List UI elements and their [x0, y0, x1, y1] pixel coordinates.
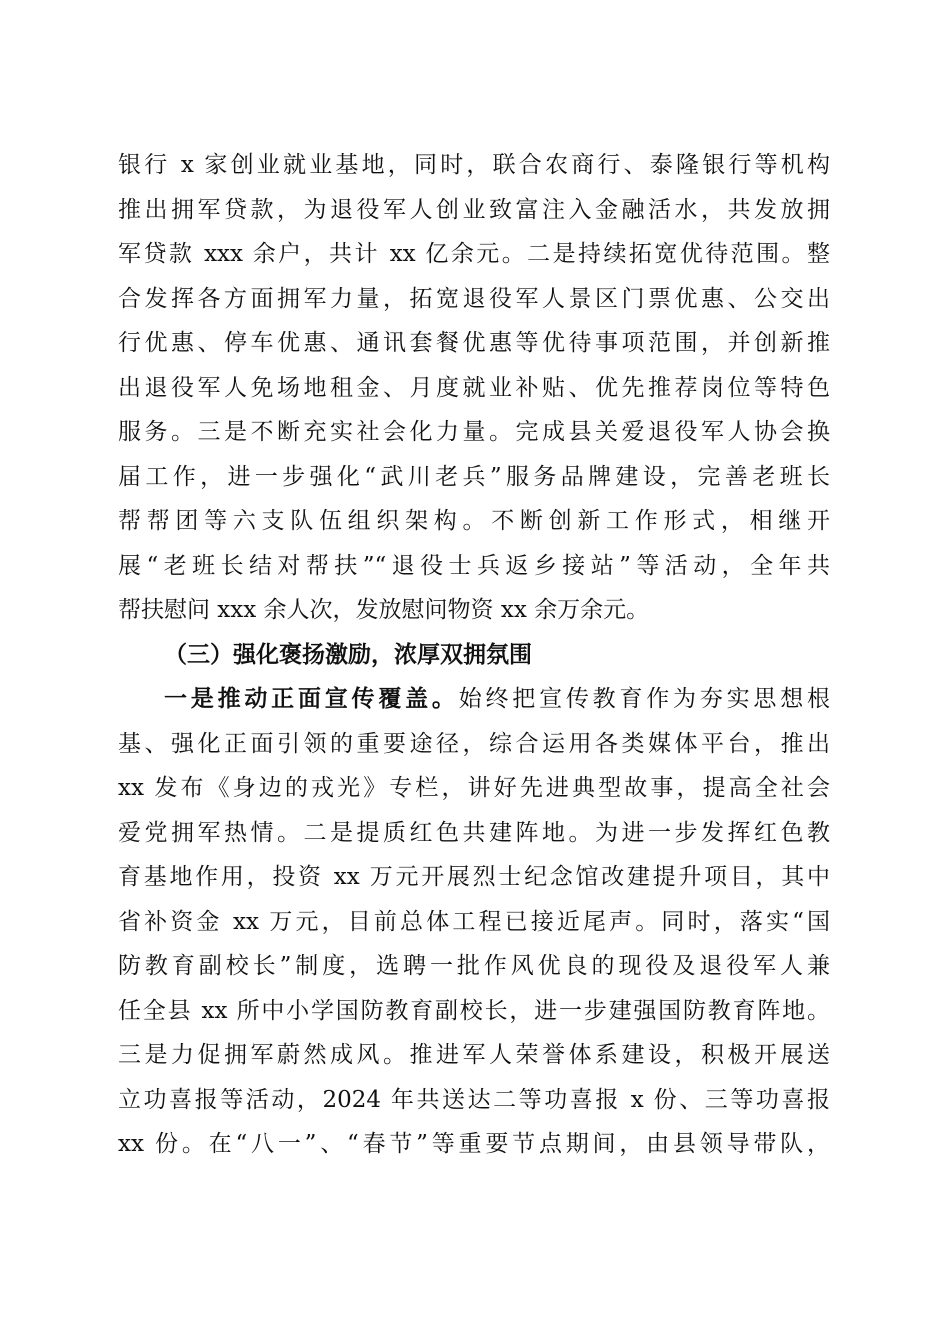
paragraph-line: 届工作，进一步强化“武川老兵”服务品牌建设，完善老班长 — [118, 463, 830, 490]
paragraph-line: 防教育副校长”制度，选聘一批作风优良的现役及退役军人兼 — [118, 953, 830, 979]
paragraph-line: 爱党拥军热情。二是提质红色共建阵地。为进一步发挥红色教 — [118, 819, 830, 846]
bold-lead-text: 一是推动正面宣传覆盖。 — [164, 685, 459, 712]
paragraph-line: 银行 x 家创业就业基地，同时，联合农商行、泰隆银行等机构 — [118, 152, 830, 178]
paragraph-line: 行优惠、停车优惠、通讯套餐优惠等优待事项范围，并创新推 — [118, 330, 830, 356]
paragraph-line: 立功喜报等活动，2024 年共送达二等功喜报 x 份、三等功喜报 — [118, 1086, 830, 1113]
paragraph-line: 育基地作用，投资 xx 万元开展烈士纪念馆改建提升项目，其中 — [118, 864, 830, 890]
paragraph-line: xx 份。在“八一”、“春节”等重要节点期间，由县领导带队， — [118, 1131, 830, 1157]
paragraph-line: 省补资金 xx 万元，目前总体工程已接近尾声。同时，落实“国 — [118, 908, 830, 935]
paragraph-line: 合发挥各方面拥军力量，拓宽退役军人景区门票优惠、公交出 — [118, 285, 830, 312]
document-body — [118, 143, 830, 1167]
paragraph-first-line — [118, 677, 830, 722]
paragraph-line: 出退役军人免场地租金、月度就业补贴、优先推荐岗位等特色 — [118, 374, 830, 401]
paragraph-line: 展“老班长结对帮扶”“退役士兵返乡接站”等活动，全年共 — [118, 552, 830, 579]
paragraph-line: xx 发布《身边的戎光》专栏，讲好先进典型故事，提高全社会 — [118, 775, 830, 801]
paragraph-line: 三是力促拥军蔚然成风。推进军人荣誉体系建设，积极开展送 — [118, 1042, 830, 1068]
paragraph-line: 任全县 xx 所中小学国防教育副校长，进一步建强国防教育阵地。 — [118, 997, 830, 1024]
paragraph-line: 基、强化正面引领的重要途径，综合运用各类媒体平台，推出 — [118, 730, 830, 757]
section-heading: （三）强化褒扬激励，浓厚双拥氛围 — [164, 640, 532, 668]
paragraph-line: 推出拥军贷款，为退役军人创业致富注入金融活水，共发放拥 — [118, 196, 830, 223]
paragraph-first-line-rest: 始终把宣传教育作为夯实思想根 — [458, 686, 831, 712]
paragraph-line: 军贷款 xxx 余户，共计 xx 亿余元。二是持续拓宽优待范围。整 — [118, 241, 830, 267]
paragraph-line: 帮扶慰问 xxx 余人次，发放慰问物资 xx 余万余元。 — [118, 597, 650, 623]
paragraph-line: 帮帮团等六支队伍组织架构。不断创新工作形式，相继开 — [118, 508, 830, 534]
paragraph-line: 服务。三是不断充实社会化力量。完成县关爱退役军人协会换 — [118, 419, 830, 445]
